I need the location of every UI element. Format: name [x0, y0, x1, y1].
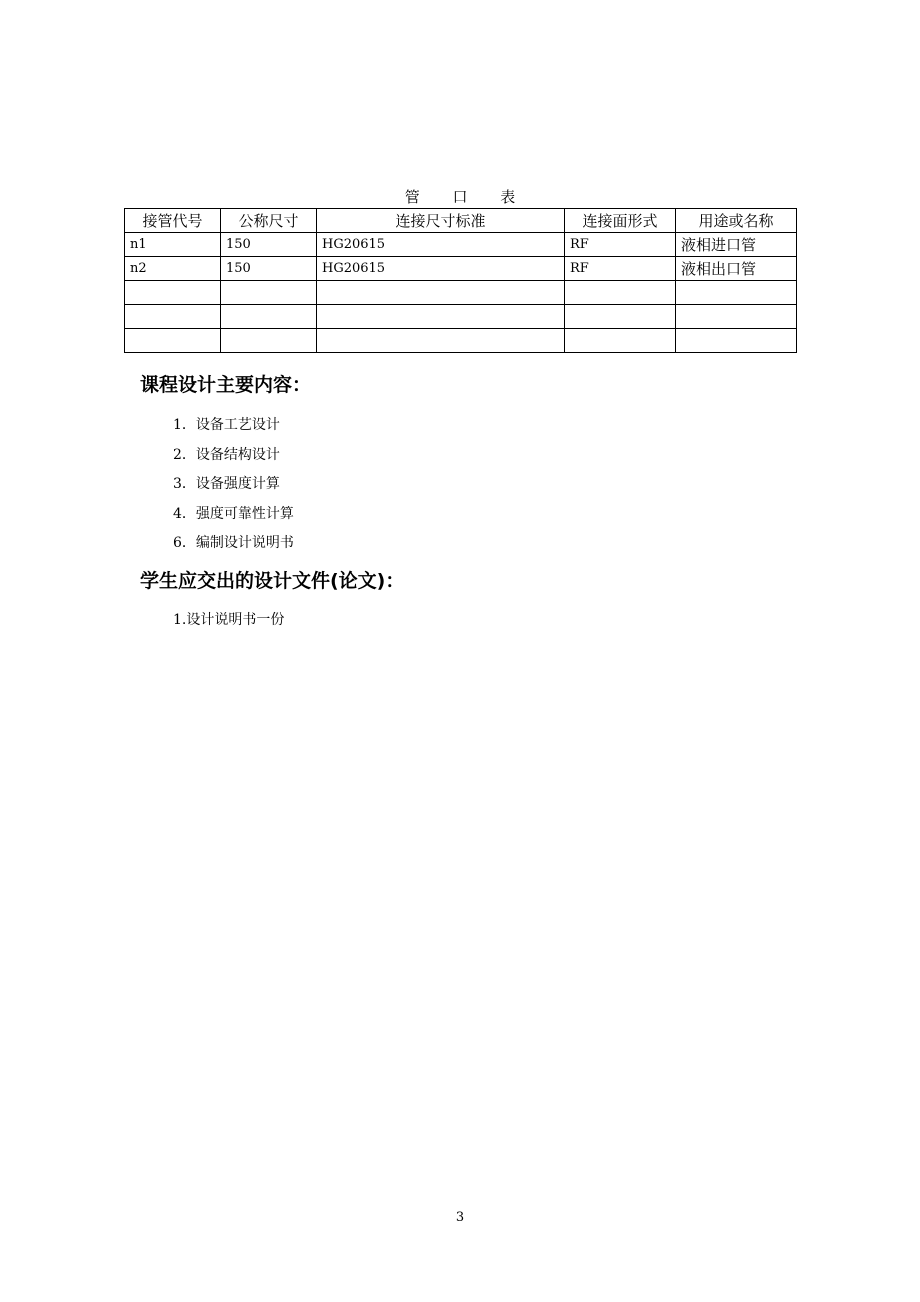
table-row — [125, 257, 797, 281]
table-cell: 液相进口管 — [676, 233, 797, 257]
table-row — [125, 329, 797, 353]
list-item: 1.设计说明书一份 — [173, 612, 285, 628]
table-cell: RF — [565, 233, 676, 257]
table-cell: RF — [565, 257, 676, 281]
table-cell — [221, 329, 317, 353]
table-cell — [125, 281, 221, 305]
table-title-char: 口 — [452, 188, 468, 206]
list-item: 3．设备强度计算 — [173, 476, 280, 492]
table-row — [125, 233, 797, 257]
table-row — [125, 305, 797, 329]
table-cell: HG20615 — [317, 257, 565, 281]
table-cell — [221, 281, 317, 305]
header-cell: 连接面形式 — [565, 209, 676, 233]
table-cell — [676, 281, 797, 305]
deliverables-list — [173, 610, 284, 630]
table-cell — [317, 329, 565, 353]
table-cell — [317, 281, 565, 305]
section-heading-deliverables: 学生应交出的设计文件(论文)： — [140, 570, 405, 592]
list-item: 4．强度可靠性计算 — [173, 505, 294, 522]
header-cell: 公称尺寸 — [221, 209, 317, 233]
list-item: 1．设备工艺设计 — [173, 417, 280, 433]
nozzle-table — [124, 208, 797, 353]
main-content-list — [173, 415, 294, 563]
table-cell — [565, 329, 676, 353]
table-cell — [676, 305, 797, 329]
table-cell — [317, 305, 565, 329]
table-cell: HG20615 — [317, 233, 565, 257]
table-cell: 液相出口管 — [676, 257, 797, 281]
table-cell: 150 — [221, 257, 317, 281]
table-cell — [565, 305, 676, 329]
section-heading-main-content: 课程设计主要内容： — [140, 374, 312, 396]
table-header-row — [125, 209, 797, 233]
table-cell — [125, 305, 221, 329]
table-cell: n2 — [125, 257, 221, 281]
table-cell: n1 — [125, 233, 221, 257]
table-cell — [221, 305, 317, 329]
table-cell: 150 — [221, 233, 317, 257]
table-cell — [676, 329, 797, 353]
header-cell: 连接尺寸标准 — [317, 209, 565, 233]
table-cell — [125, 329, 221, 353]
list-item: 6．编制设计说明书 — [173, 535, 294, 551]
table-cell — [565, 281, 676, 305]
header-cell: 用途或名称 — [676, 209, 797, 233]
list-item: 2．设备结构设计 — [173, 446, 280, 463]
table-title — [124, 186, 796, 207]
table-row — [125, 281, 797, 305]
header-cell: 接管代号 — [125, 209, 221, 233]
page-number: 3 — [455, 1210, 465, 1225]
table-title-char: 管 — [404, 188, 420, 206]
table-title-char: 表 — [500, 188, 516, 206]
